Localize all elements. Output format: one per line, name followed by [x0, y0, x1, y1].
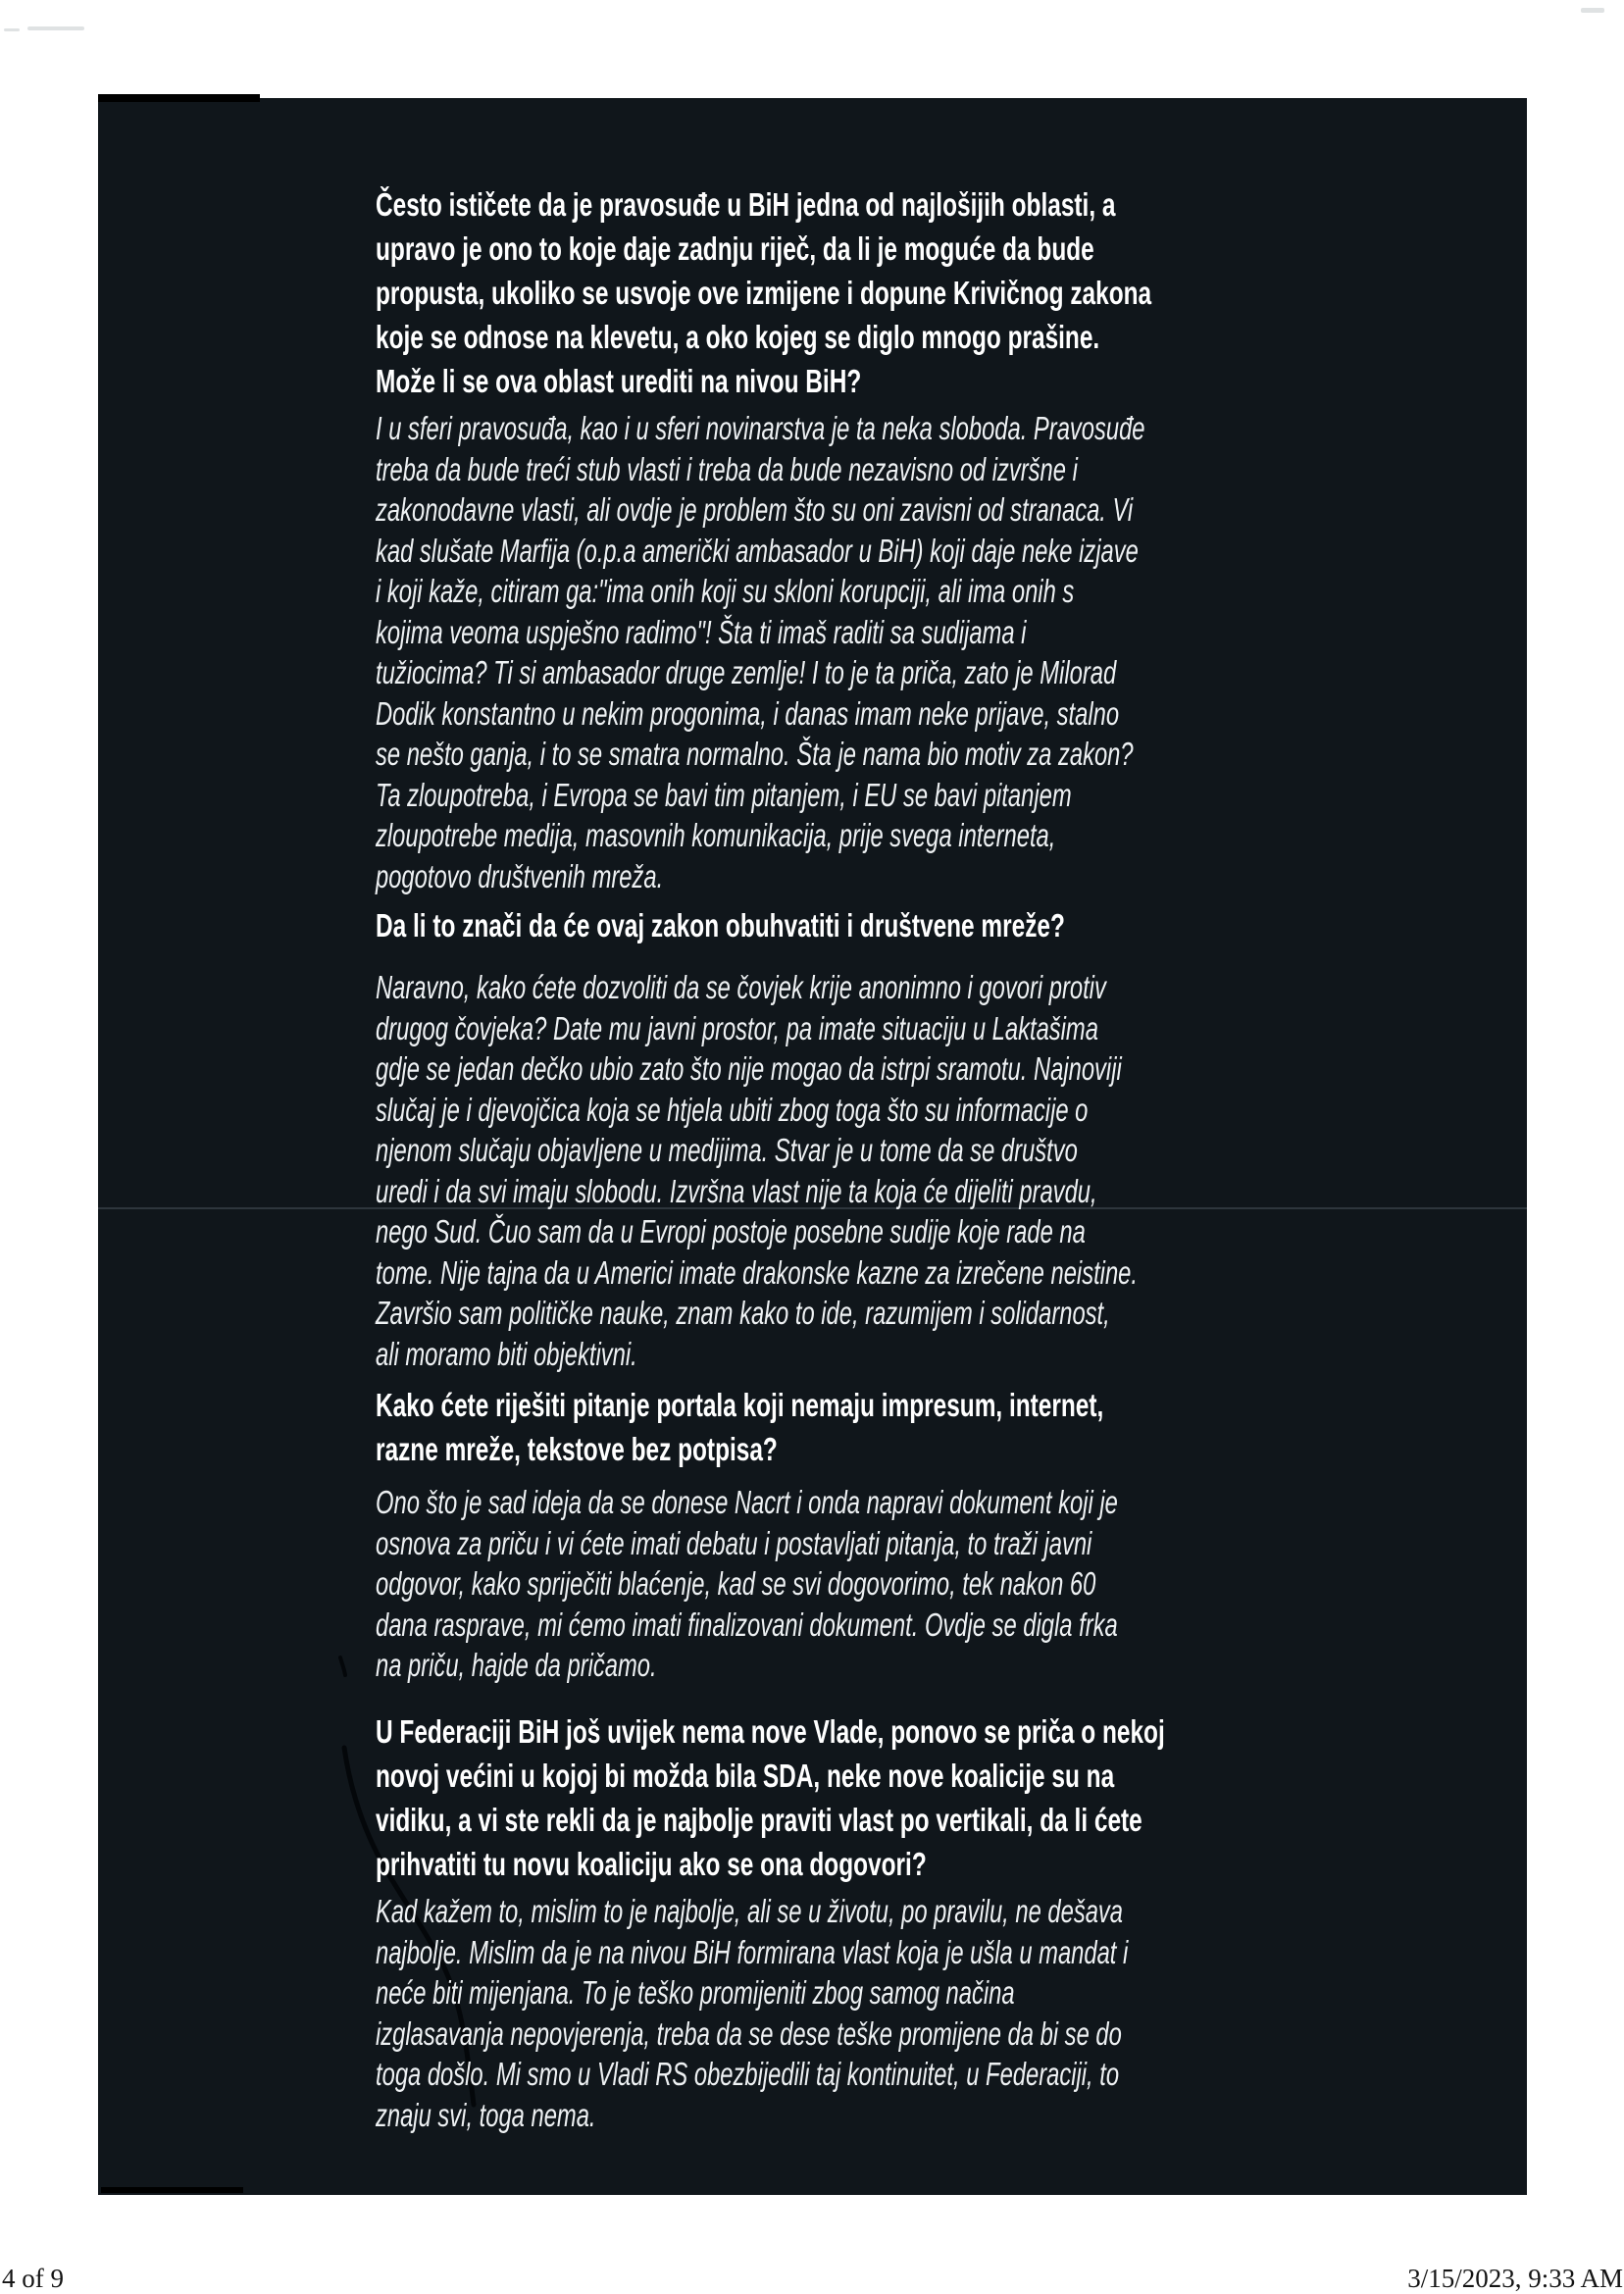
text-line: propusta, ukoliko se usvoje ove izmijene i dopune Krivičnog zakona: [376, 275, 1152, 311]
footer-page-indicator: 4 of 9: [2, 2264, 64, 2293]
text-line: Dodik konstantno u nekim progonima, i danas imam neke prijave, stalno: [376, 694, 1120, 732]
text-line: osnova za priču i vi ćete imati debatu i postavljati pitanja, to traži javni: [376, 1524, 1092, 1561]
text-line: izglasavanja nepovjerenja, treba da se dese teške promijene da bi se do: [376, 2014, 1122, 2052]
text-line: i koji kaže, citiram ga:"ima onih koji su skloni korupciji, ali ima onih s: [376, 573, 1075, 609]
interview-question: [376, 1383, 1359, 1471]
text-line: odgovor, kako spriječiti blaćenje, kad se svi dogovorimo, tek nakon 60: [376, 1565, 1096, 1602]
text-line: Završio sam političke nauke, znam kako to ide, razumijem i solidarnost,: [376, 1295, 1110, 1331]
text-line: se nešto ganja, i to se smatra normalno. Šta je nama bio motiv za zakon?: [376, 736, 1134, 772]
text-line: novoj većini u kojoj bi možda bila SDA, neke nove koalicije su na: [376, 1758, 1115, 1794]
text-line: tome. Nije tajna da u Americi imate drakonske kazne za izrečene neistine.: [376, 1253, 1138, 1291]
text-line: gdje se jedan dečko ubio zato što nije mogao da istrpi sramotu. Najnoviji: [376, 1050, 1122, 1087]
footer-timestamp: 3/15/2023, 9:33 AM: [1407, 2264, 1623, 2293]
text-line: zloupotrebe medija, masovnih komunikacija, prije svega interneta,: [376, 817, 1056, 853]
text-line: znaju svi, toga nema.: [376, 2096, 596, 2133]
text-line: najbolje. Mislim da je na nivou BiH formirana vlast koja je ušla u mandat i: [376, 1933, 1129, 1970]
interview-question: [376, 903, 1307, 947]
text-line: pogotovo društvenih mreža.: [376, 857, 664, 894]
text-line: dana rasprave, mi ćemo imati finalizovani dokument. Ovdje se digla frka: [376, 1606, 1118, 1643]
text-line: na priču, hajde da pričamo.: [376, 1647, 657, 1683]
print-header-artifact: [4, 28, 20, 31]
text-line: kad slušate Marfija (o.p.a američki ambasador u BiH) koji daje neke izjave: [376, 532, 1139, 569]
text-line: Može li se ova oblast urediti na nivou BiH?: [376, 363, 862, 399]
text-line: toga došlo. Mi smo u Vladi RS obezbijedili taj kontinuitet, u Federaciji, to: [376, 2056, 1120, 2092]
text-line: uredi i da svi imaju slobodu. Izvršna vlast nije ta koja će dijeliti pravdu,: [376, 1172, 1097, 1209]
text-line: drugog čovjeka? Date mu javni prostor, pa imate situaciju u Laktašima: [376, 1009, 1098, 1046]
text-line: Kad kažem to, mislim to je najbolje, ali se u životu, po pravilu, ne dešava: [376, 1893, 1124, 1929]
text-line: Da li to znači da će ovaj zakon obuhvatiti i društvene mreže?: [376, 907, 1065, 943]
text-line: kojima veoma uspješno radimo"! Šta ti imaš raditi sa sudijama i: [376, 613, 1027, 650]
text-line: ali moramo biti objektivni.: [376, 1335, 637, 1372]
text-line: neće biti mijenjana. To je teško promijeniti zbog samog načina: [376, 1974, 1015, 2011]
text-line: prihvatiti tu novu koaliciju ako se ona dogovori?: [376, 1846, 927, 1882]
interview-answer: [376, 1891, 1421, 2135]
print-header-artifact: [27, 26, 84, 30]
text-line: Ono što je sad ideja da se donese Nacrt i onda napravi dokument koji je: [376, 1484, 1118, 1520]
text-line: razne mreže, tekstove bez potpisa?: [376, 1431, 778, 1467]
print-header-artifact: [1581, 8, 1604, 13]
text-line: I u sferi pravosuđa, kao i u sferi novinarstva je ta neka sloboda. Pravosuđe: [376, 410, 1145, 446]
text-line: njenom slučaju objavljene u medijima. Stvar je u tome da se društvo: [376, 1132, 1078, 1168]
interview-answer: [376, 1482, 1406, 1686]
interview-question: [376, 182, 1424, 403]
text-line: treba da bude treći stub vlasti i treba da bude nezavisno od izvršne i: [376, 450, 1078, 487]
text-line: Često ističete da je pravosuđe u BiH jedna od najlošijih oblasti, a: [376, 186, 1116, 223]
page-edge-artifact-bottom: [101, 2187, 243, 2193]
text-line: slučaj je i djevojčica koja se htjela ubiti zbog toga što su informacije o: [376, 1091, 1089, 1128]
text-line: Kako ćete riješiti pitanje portala koji nemaju impresum, internet,: [376, 1387, 1104, 1423]
text-line: vidiku, a vi ste rekli da je najbolje praviti vlast po vertikali, da li ćete: [376, 1802, 1142, 1838]
interview-question: [376, 1709, 1443, 1886]
text-line: tužiocima? Ti si ambasador druge zemlje! I to je ta priča, zato je Milorad: [376, 654, 1117, 690]
text-line: Naravno, kako ćete dozvoliti da se čovjek krije anonimno i govori protiv: [376, 969, 1106, 1005]
text-line: zakonodavne vlasti, ali ovdje je problem što su oni zavisni od stranaca. Vi: [376, 491, 1134, 528]
article-page-background: [98, 98, 1527, 2195]
text-line: koje se odnose na klevetu, a oko kojeg se diglo mnogo prašine.: [376, 319, 1100, 355]
text-line: U Federaciji BiH još uvijek nema nove Vlade, ponovo se priča o nekoj: [376, 1713, 1165, 1750]
interview-answer: [376, 408, 1445, 896]
interview-answer: [376, 967, 1434, 1374]
page-edge-artifact-top: [98, 94, 260, 102]
text-line: Ta zloupotreba, i Evropa se bavi tim pitanjem, i EU se bavi pitanjem: [376, 776, 1072, 813]
text-line: upravo je ono to koje daje zadnju riječ, da li je moguće da bude: [376, 230, 1094, 267]
text-line: nego Sud. Čuo sam da u Evropi postoje posebne sudije koje rade na: [376, 1213, 1086, 1249]
